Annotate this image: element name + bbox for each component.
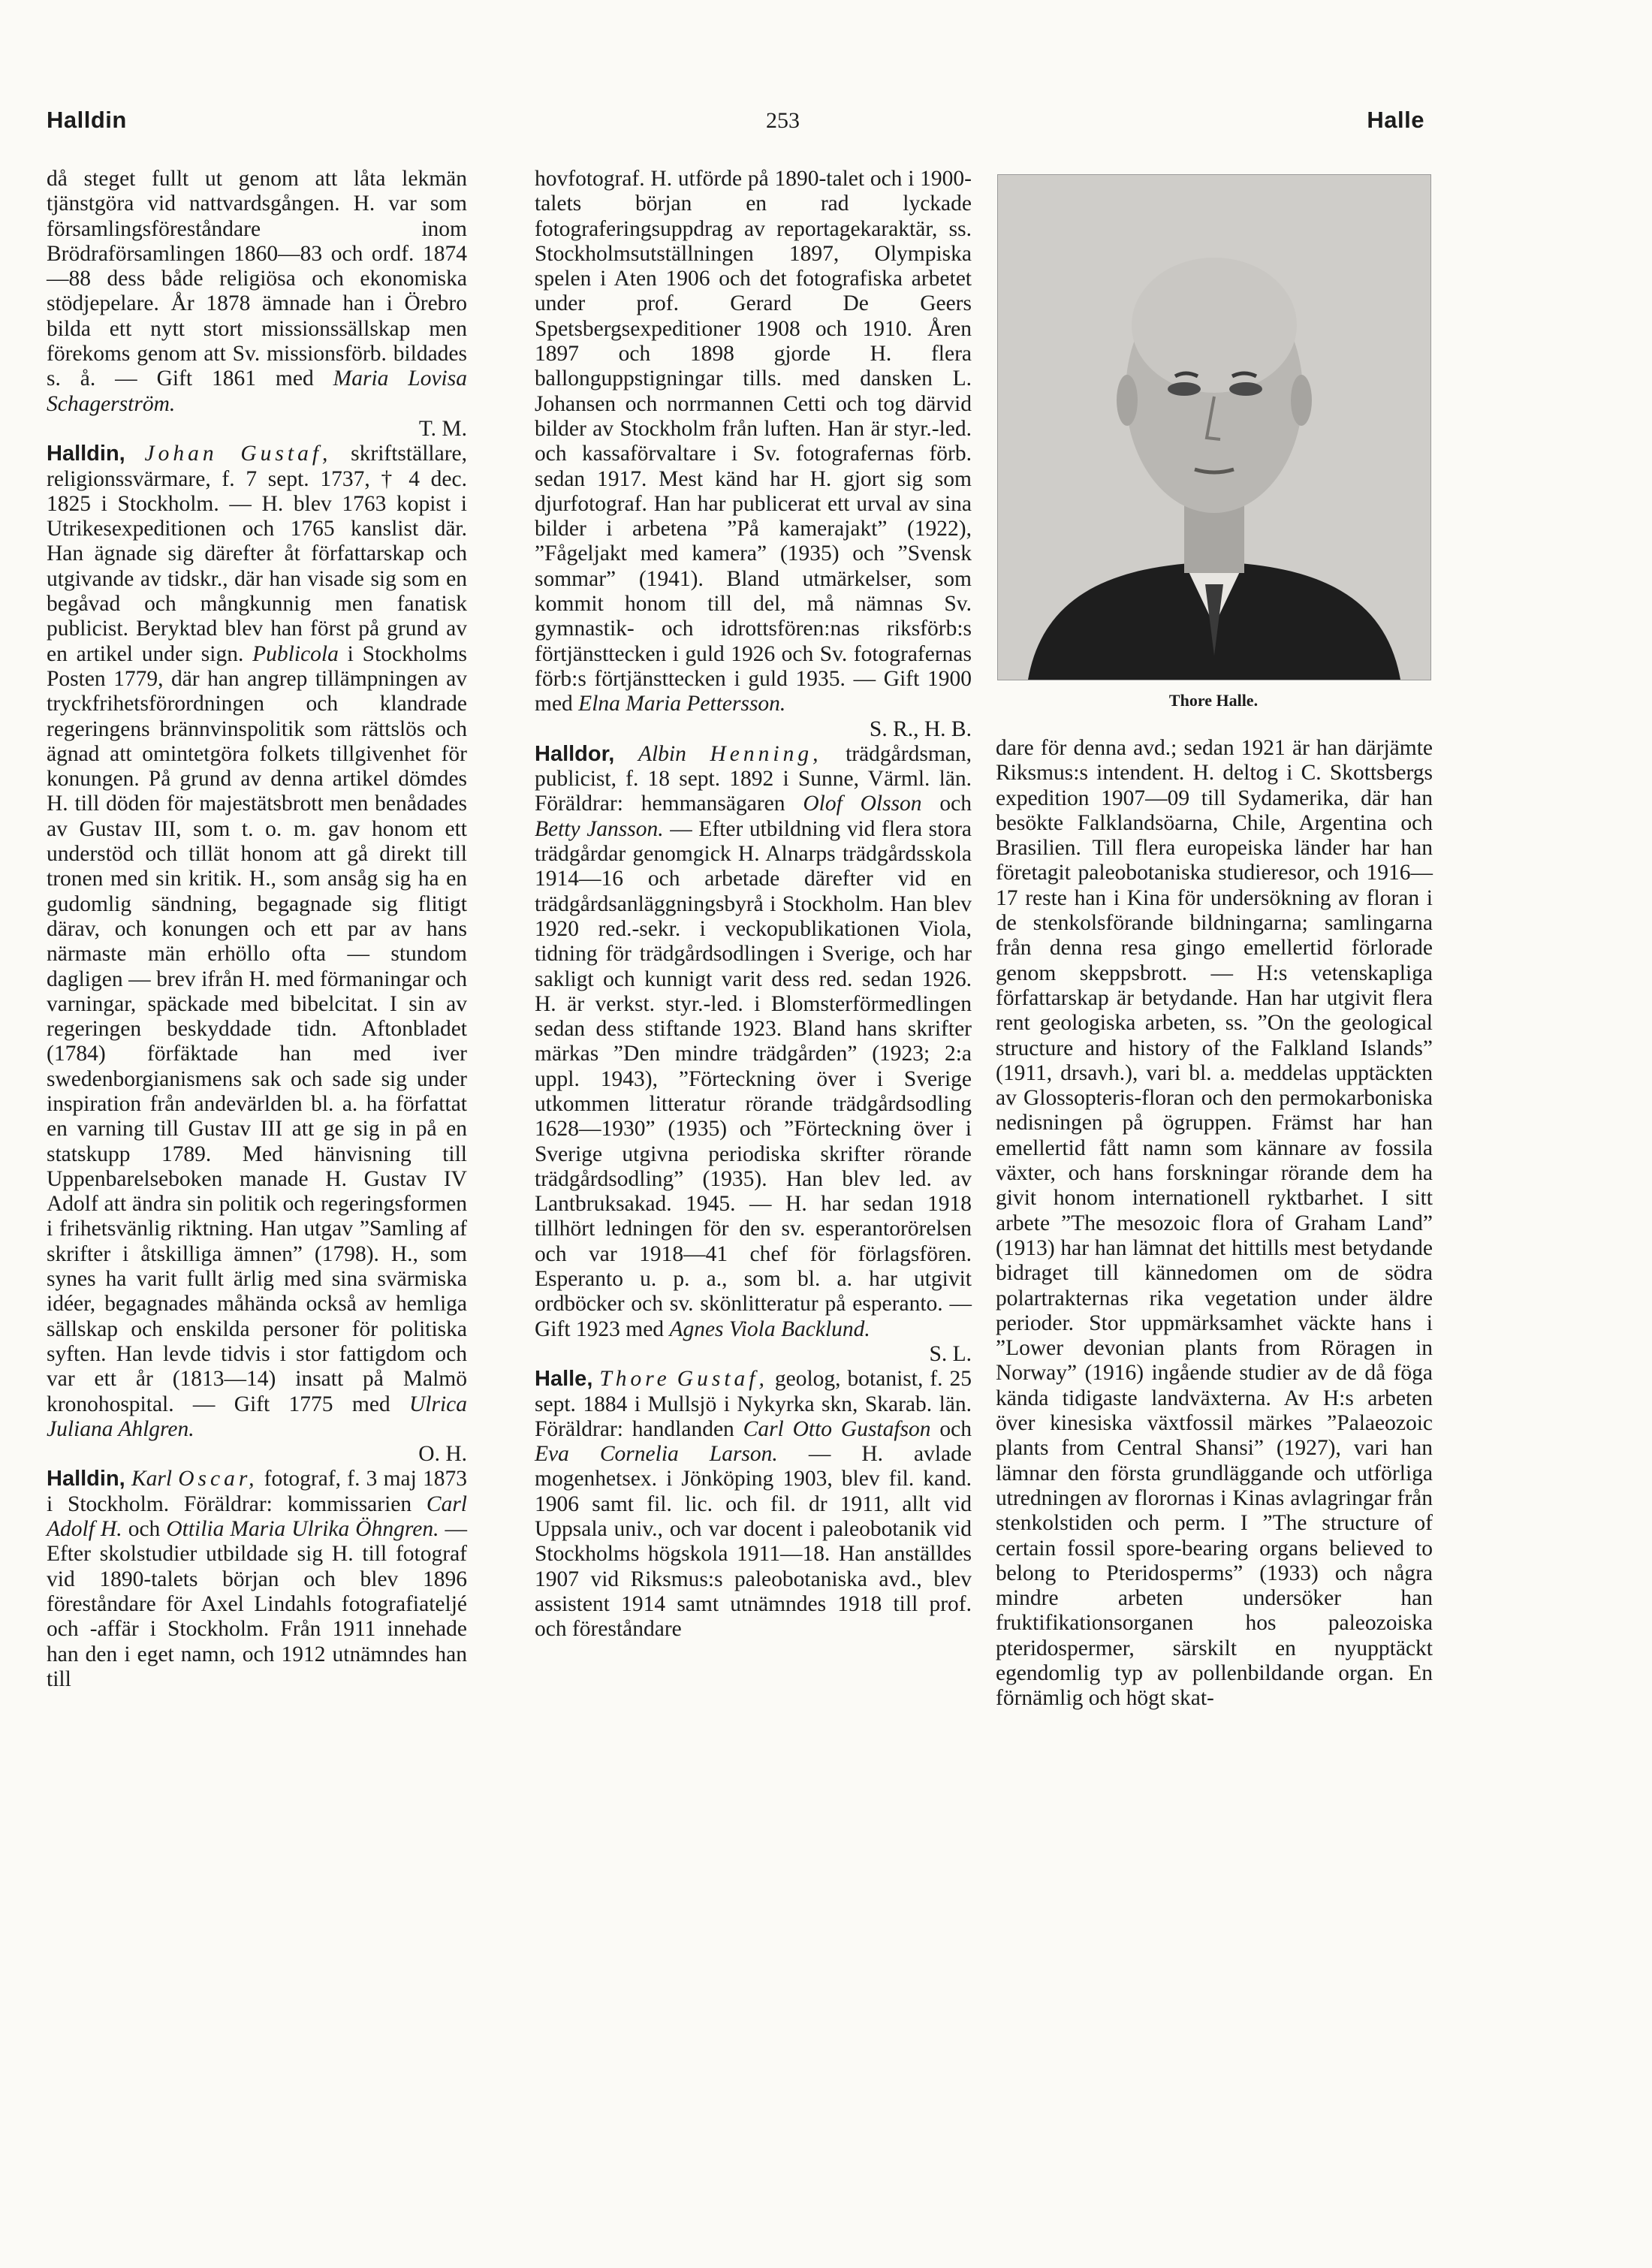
entry-text: — Efter skolstudier utbildade sig H. till fotograf vid 1890-talets början och blev 1896 föreståndare för Axel Lindahls fotografiateljé och -affär i Stockholm. Från 1911 innehade han den i eget namn, och 1912 utnämndes han till [47, 1517, 468, 1691]
page-number: 253 [766, 108, 800, 133]
photo-caption: Thore Halle. [1168, 691, 1259, 710]
signature-line [47, 1442, 467, 1467]
paragraph [47, 167, 467, 417]
conjunction: och [122, 1517, 167, 1542]
spouse-name: Agnes Viola Backlund. [669, 1316, 870, 1341]
pseudonym: Publicola [252, 641, 339, 666]
entry-text: trädgårdsman, publicist, f. 18 sept. 1892 i Sunne, Värml. län. Föräldrar: hemmansägaren [535, 741, 972, 816]
signature-line [535, 1342, 972, 1367]
author-signature: O. H. [418, 1442, 467, 1467]
author-signature: S. R., H. B. [869, 716, 972, 741]
given-name: Oscar, [178, 1467, 258, 1491]
spouse-name: Elna Maria Pettersson. [578, 692, 786, 716]
signature-line [47, 417, 467, 442]
parent-name: Olof Olsson [803, 792, 922, 816]
entry-text: geolog, botanist, f. 25 sept. 1884 i Mullsjö i Nykyrka skn, Skarab. län. Föräldrar: handlanden [535, 1367, 972, 1441]
author-signature: S. L. [929, 1341, 972, 1366]
entry-text: — H. avlade mogenhetsex. i Jönköping 1903, blev fil. kand. 1906 samt fil. lic. och fil. dr 1911, allt vid Uppsala univ., och var docent i paleobotanik vid Stockholms högskola 1911—18. Han anställdes 1907 vid Riksmus:s paleobotaniska avd., blev assistent 1914 samt utnämndes 1918 till prof. och föreståndare [535, 1442, 972, 1642]
portrait-photo [997, 174, 1431, 680]
entry-text: i Stockholms Posten 1779, där han angrep tillämpningen av tryckfrihetsförordningen och klandrade regeringens brännvinspolitik som rättslös och ägnad att omintetgöra folkets tillgivenhet för konungen. På grund av denna artikel dömdes H. till döden för majestätsbrott men benådades av Gustav III, som t. o. m. gav honom ett understöd och tillät honom att gå direkt till tronen med sin kritik. H., som ansåg sig ha en gudomlig sändning, begagnade sig flitigt därav, och konungen och ett par av hans närmaste män erhöllo ofta — stundom dagligen — brev ifrån H. med förmaningar och varningar, späckade med bibelcitat. I sin av regeringen beskyddade tidn. Aftonbladet (1784) förfäktade han med iver swedenborgianismens sak och sade sig under inspiration från andevärlden bl. a. ha författat en varning till Gustav III att ge sig in på en statskupp 1789. Med hänvisning till Uppenbarelseboken manade H. Gustav IV Adolf att ändra sin politik och regeringsformen i frihetsvänlig riktning. Han utgav ”Samling af skrifter i åtskilliga ämnen” (1798). H., som synes ha varit fullt ärlig med sina svärmiska idéer, begagnades måhända också av hemliga sällskap och enskilda personer för politiska syften. Han levde tidvis i stor fattigdom och var ett år (1813—14) insatt på Malmö kronohospital. — Gift 1775 med [47, 641, 467, 1416]
author-signature: T. M. [418, 416, 467, 441]
parent-name: Ottilia Maria Ulrika Öhngren. [166, 1517, 439, 1542]
spouse-name: Ulrica Juliana Ahlgren. [47, 1392, 467, 1441]
entry-text: — Efter utbildning vid flera stora trädgårdar genomgick H. Alnarps trädgårdsskola 1914—16 och arbetade därefter vid en trädgårdsanläggningsbyrå i Stockholm. Han blev 1920 red.-sekr. i veckopublikationen Viola, tidning för trädgårdsodlingen i Sverige, och har sakligt och kunnigt varit dess red. sedan 1926. H. är verkst. styr.-led. i Blomsterförmedlingen sedan dess stiftande 1923. Bland hans skrifter märkas ”Den mindre trädgården” (1923; 2:a uppl. 1943), ”Förteckning över i Sverige utkommen litteratur rörande trädgårdsodling 1628—1930” (1935) och ”Förteckning över i Sverige utgivna periodiska skrifter rörande trädgårdsodling” (1935). Han blev led. av Lantbruksakad. 1945. — H. har sedan 1918 tillhört ledningen för den sv. esperantorörelsen och var 1918—41 chef för förlagsfören. Esperanto u. p. a., som bl. a. har utgivit ordböcker och sv. skönlitteratur på esperanto. — Gift 1923 med [535, 816, 972, 1341]
entry-halldin-johan-gustaf [47, 442, 467, 1442]
portrait-image [998, 175, 1430, 680]
given-name: Gustaf, [677, 1367, 768, 1392]
entry-halldin-karl-oscar [47, 1467, 467, 1692]
column-3 [996, 736, 1433, 1712]
entry-name: Halle, [535, 1367, 593, 1392]
spouse-name: Maria Lovisa Schagerström. [47, 366, 467, 416]
given-name: Thore [599, 1367, 671, 1392]
paragraph [996, 736, 1433, 1712]
paragraph [535, 167, 972, 717]
running-head-left: Halldin [47, 107, 127, 133]
given-name: Johan Gustaf, [144, 442, 332, 466]
signature-line [535, 717, 972, 742]
column-2 [535, 167, 972, 1642]
conjunction: och [930, 1416, 972, 1441]
conjunction: och [921, 792, 972, 816]
column-1 [47, 167, 467, 1692]
paragraph-text: då steget fullt ut genom att låta lekmän tjänstgöra vid nattvardsgången. H. var som församlingsföreståndare inom Brödraförsamlingen 1860—83 och ordf. 1874—88 dess både religiösa och ekonomiska stödjepelare. År 1878 ämnade han i Örebro bilda ett nytt stort missionssällskap men förekoms genom att Sv. missionsförb. bildades s. å. — Gift 1861 med [47, 167, 467, 391]
entry-text: fotograf, f. 3 maj 1873 i Stockholm. Föräldrar: kommissarien [47, 1467, 468, 1516]
entry-halle-thore-gustaf [535, 1367, 972, 1642]
running-head-right: Halle [1367, 107, 1424, 133]
entry-name: Halldin, [47, 442, 125, 466]
given-name: Albin [638, 741, 686, 766]
given-name: Karl [131, 1467, 173, 1491]
paragraph-text: hovfotograf. H. utförde på 1890-talet och i 1900-talets början en rad lyckade fotograferingsuppdrag av reportagekaraktär, ss. Stockholmsutställningen 1897, Olympiska spelen i Aten 1906 och det fotografiska arbetet under prof. Gerard De Geers Spetsbergsexpeditioner 1908 och 1910. Åren 1897 och 1898 gjorde H. flera ballonguppstigningar tills. med dansken L. Johansen och norrmannen Cetti och tog därvid bilder av Stockholm från luften. Han är styr.-led. och kassaförvaltare i Sv. fotografernas förb. sedan 1917. Mest känd har H. gjort sig som djurfotograf. Han har publicerat ett urval av sina bilder i arbetena ”På kamerajakt” (1922), ”Fågeljakt med kamera” (1935) och ”Svensk sommar” (1941). Bland utmärkelser, som kommit honom till del, må nämnas Sv. gymnastik- och idrottsfören:nas riksförb:s förtjänsttecken i guld 1926 och Sv. fotografernas förb:s förtjänsttecken i guld 1935. — Gift 1900 med [535, 167, 972, 716]
entry-name: Halldor, [535, 741, 615, 766]
parent-name: Betty Jansson. [535, 816, 664, 841]
given-name: Henning, [710, 741, 822, 766]
entry-halldor-albin-henning [535, 742, 972, 1342]
parent-name: Eva Cornelia Larson. [535, 1442, 778, 1467]
entry-name: Halldin, [47, 1467, 125, 1491]
parent-name: Carl Otto Gustafson [743, 1416, 931, 1441]
paragraph-text: dare för denna avd.; sedan 1921 är han därjämte Riksmus:s intendent. H. deltog i C. Skottsbergs expedition 1907—09 till Sydamerika, där han besökte Falklandsöarna, Chile, Argentina och Brasilien. Till flera europeiska länder har han företagit paleobotaniska studieresor, och 1916—17 reste han i Kina för undersökning av floran i de stenkolsförande bildningarna; samlingarna från denna resa gingo emellertid förlorade genom skeppsbrott. — H:s vetenskapliga författarskap är betydande. Han har utgivit flera rent geologiska arbeten, ss. ”On the geological structure and history of the Falkland Islands” (1911, drsavh.), vari bl. a. meddelas upptäckten av Glossopteris-floran och den permokarboniska nedisningen på ögruppen. Främst har han emellertid fått namn som kännare av fossila växter, och hans forskningar rörande dem ha givit honom internationell ryktbarhet. I sitt arbete ”The mesozoic flora of Graham Land” (1913) har han lämnat det hittills mest betydande bidraget till kännedomen om de södra polartrakternas rika vegetation under äldre perioder. Stor uppmärksamhet väckte hans i ”Lower devonian plants from Röragen in Norway” (1916) ingående studier av de då föga kända tidigaste landväxterna. Av H:s arbeten över kinesiska växtfossil märkes ”Palaeozoic plants from Central Shansi” (1927), vari han lämnar den första grundläggande och utförliga utredningen av florornas i Kinas avlagringar från stenkolstiden och perm. I ”The structure of certain fossil spore-bearing organs believed to belong to Pteridosperms” (1933) och några mindre arbeten undersöker han fruktifikationsorganen hos paleozoiska pteridospermer, särskilt en nyupptäckt egendomlig typ av pollenbildande organ. En förnämlig och högt skat- [996, 736, 1433, 1711]
parent-name: Carl Adolf H. [47, 1491, 467, 1542]
entry-text: skriftställare, religionssvärmare, f. 7 sept. 1737, † 4 dec. 1825 i Stockholm. — H. blev 1763 kopist i Utrikesexpeditionen och 1765 kanslist där. Han ägnade sig därefter åt författarskap och utgivande av tidskr., där han visade sig som en begåvad och mångkunnig men fanatisk publicist. Beryktad blev han först på grund av en artikel under sign. [47, 442, 467, 666]
